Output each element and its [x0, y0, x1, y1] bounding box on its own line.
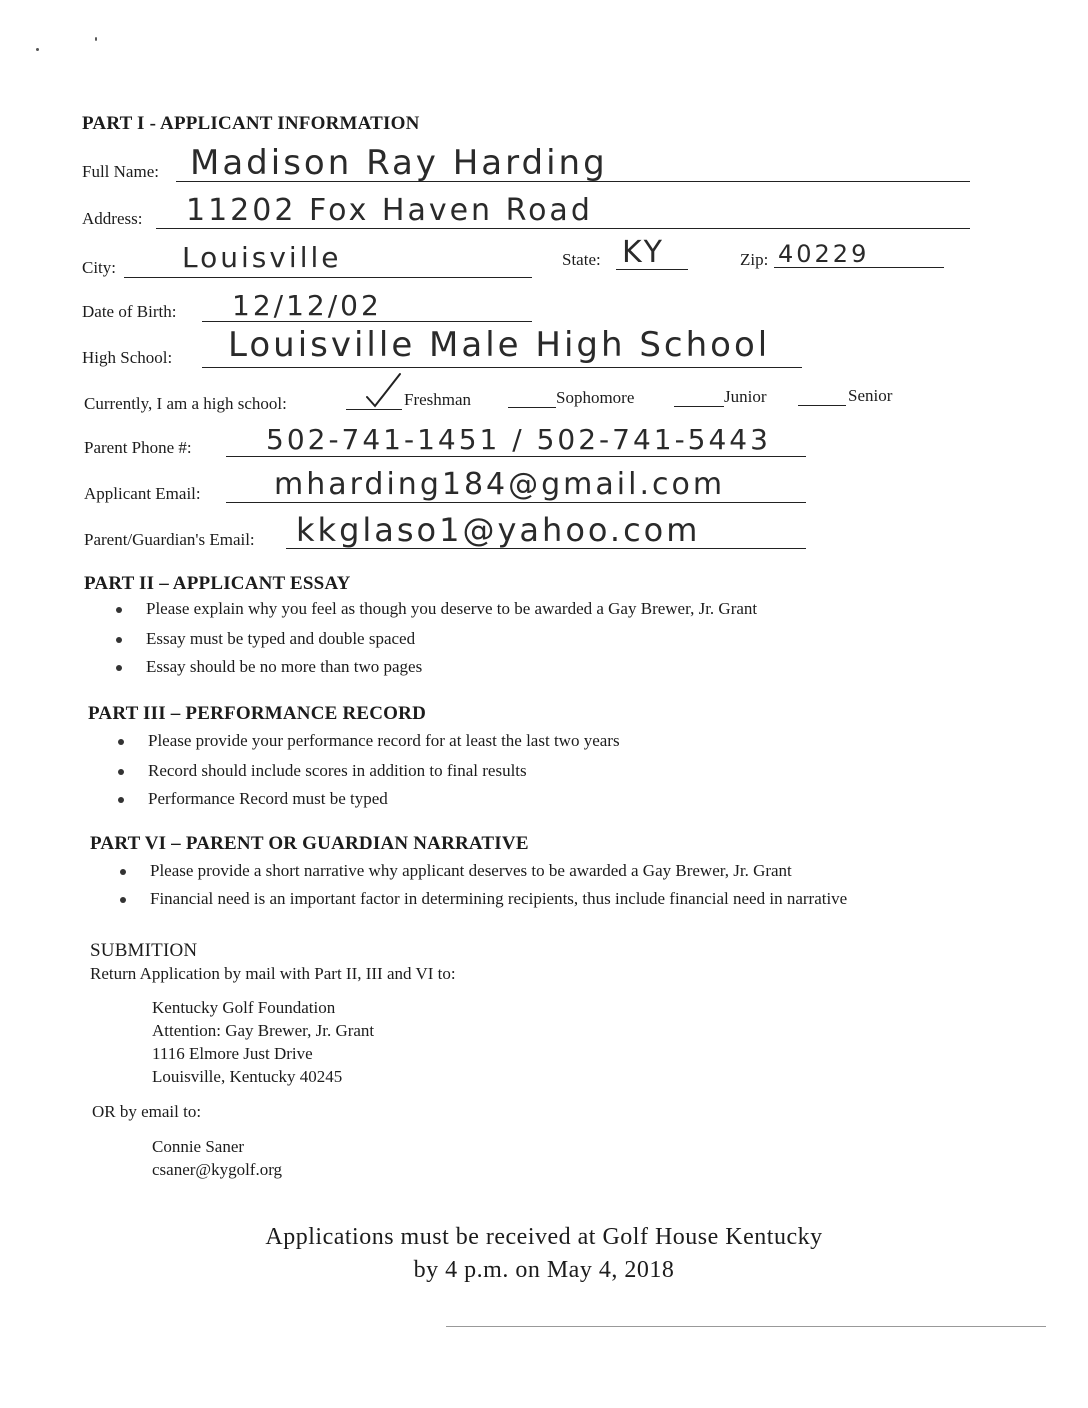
city-value[interactable]: Louisville	[182, 241, 342, 274]
list-item: Please explain why you feel as though you deserve to be awarded a Gay Brewer, Jr. Grant	[146, 599, 757, 619]
parent-phone-line	[226, 456, 806, 457]
full-name-label: Full Name:	[82, 162, 159, 181]
city-label: City:	[82, 258, 117, 277]
checkmark-icon	[364, 370, 404, 412]
zip-label: Zip:	[740, 250, 769, 269]
email-contact-name: Connie Saner	[152, 1137, 245, 1156]
state-value[interactable]: KY	[622, 235, 665, 270]
email-intro: OR by email to:	[92, 1102, 202, 1121]
dob-label: Date of Birth:	[82, 302, 177, 321]
part6-heading: PART VI – PARENT OR GUARDIAN NARRATIVE	[90, 833, 529, 854]
zip-value[interactable]: 40229	[778, 240, 870, 268]
grade-option-sophomore[interactable]: Sophomore	[556, 388, 635, 407]
part1-heading: PART I - APPLICANT INFORMATION	[82, 113, 420, 134]
parent-phone-label: Parent Phone #:	[84, 438, 192, 457]
full-name-value[interactable]: Madison Ray Harding	[190, 143, 608, 183]
high-school-value[interactable]: Louisville Male High School	[228, 325, 771, 365]
scan-speck	[95, 37, 97, 41]
list-item: Essay must be typed and double spaced	[146, 629, 415, 649]
address-line	[156, 228, 970, 229]
part3-heading: PART III – PERFORMANCE RECORD	[88, 703, 426, 724]
list-item: Financial need is an important factor in determining recipients, thus include financial need in narrative	[150, 889, 847, 909]
grade-option-freshman[interactable]: Freshman	[404, 390, 472, 409]
bullet-icon	[116, 665, 122, 671]
applicant-email-label: Applicant Email:	[84, 484, 201, 503]
mail-line: Attention: Gay Brewer, Jr. Grant	[152, 1021, 375, 1040]
footer-rule	[446, 1326, 1046, 1327]
high-school-line	[202, 367, 802, 368]
dob-value[interactable]: 12/12/02	[232, 289, 382, 322]
grade-blank-junior	[674, 406, 724, 407]
list-item: Please provide a short narrative why applicant deserves to be awarded a Gay Brewer, Jr. Grant	[150, 861, 792, 881]
mail-line: Louisville, Kentucky 40245	[152, 1067, 343, 1086]
bullet-icon	[118, 797, 124, 803]
list-item: Essay should be no more than two pages	[146, 657, 422, 677]
grade-option-junior[interactable]: Junior	[724, 387, 767, 406]
bullet-icon	[118, 769, 124, 775]
grade-label: Currently, I am a high school:	[84, 394, 287, 413]
city-line	[124, 277, 532, 278]
applicant-email-value[interactable]: mharding184@gmail.com	[274, 467, 726, 502]
bullet-icon	[118, 739, 124, 745]
parent-email-value[interactable]: kkglaso1@yahoo.com	[296, 511, 701, 549]
deadline-notice-line2: by 4 p.m. on May 4, 2018	[413, 1257, 675, 1283]
address-value[interactable]: 11202 Fox Haven Road	[186, 193, 593, 228]
mail-line: Kentucky Golf Foundation	[152, 998, 336, 1017]
address-label: Address:	[82, 209, 143, 228]
deadline-notice-line1: Applications must be received at Golf House Kentucky	[265, 1224, 823, 1250]
bullet-icon	[116, 607, 122, 613]
grade-blank-senior	[798, 405, 846, 406]
applicant-email-line	[226, 502, 806, 503]
list-item: Please provide your performance record for at least the last two years	[148, 731, 620, 751]
scan-speck	[36, 48, 39, 51]
list-item: Record should include scores in addition to final results	[148, 761, 527, 781]
submission-heading: SUBMITION	[90, 940, 198, 961]
bullet-icon	[120, 869, 126, 875]
list-item: Performance Record must be typed	[148, 789, 388, 809]
state-label: State:	[562, 250, 601, 269]
submission-intro: Return Application by mail with Part II, III and VI to:	[90, 964, 456, 983]
bullet-icon	[116, 637, 122, 643]
parent-email-label: Parent/Guardian's Email:	[84, 530, 255, 549]
email-contact-address[interactable]: csaner@kygolf.org	[152, 1160, 283, 1179]
bullet-icon	[120, 897, 126, 903]
grade-blank-sophomore	[508, 407, 556, 408]
grade-option-senior[interactable]: Senior	[848, 386, 893, 405]
high-school-label: High School:	[82, 348, 173, 367]
parent-phone-value[interactable]: 502-741-1451 / 502-741-5443	[266, 423, 771, 456]
part2-heading: PART II – APPLICANT ESSAY	[84, 573, 351, 594]
mail-line: 1116 Elmore Just Drive	[152, 1044, 313, 1063]
